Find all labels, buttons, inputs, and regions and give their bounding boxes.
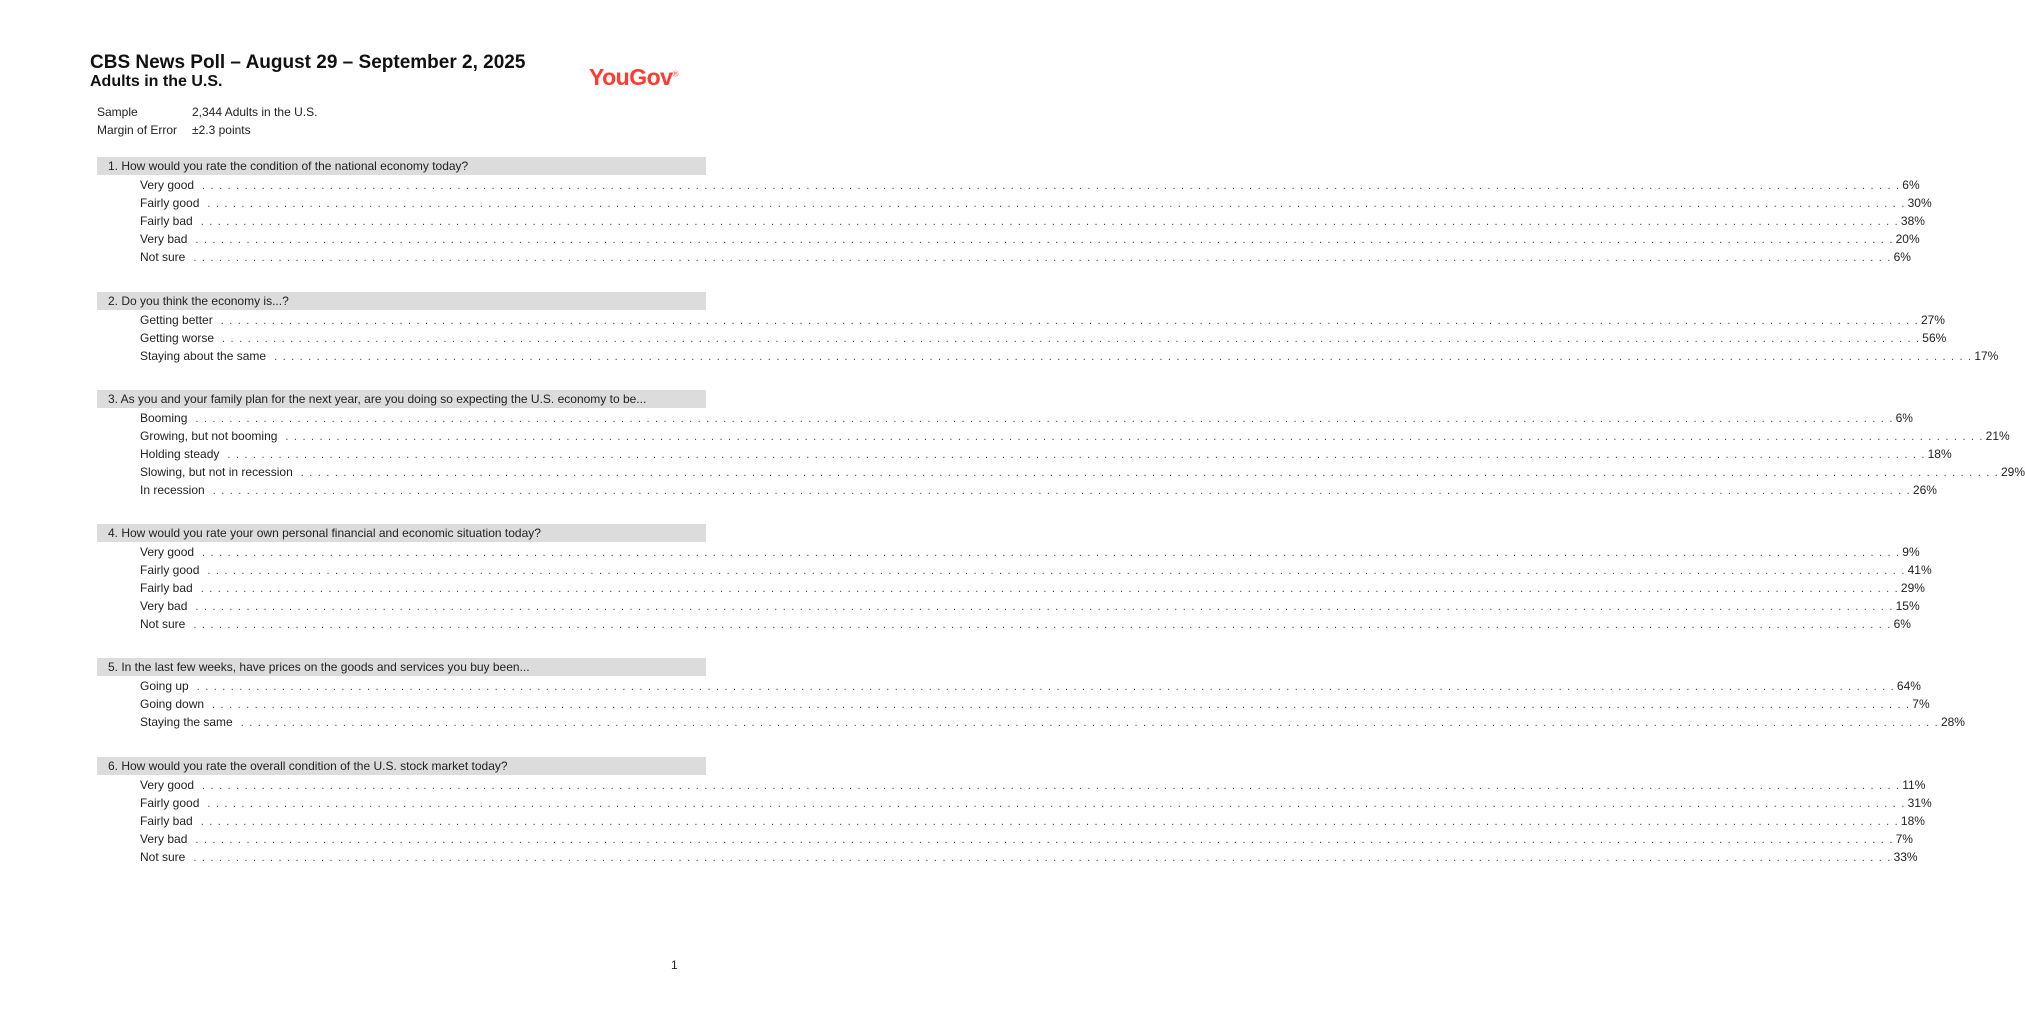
answer-label: Very bad: [140, 832, 188, 846]
answer-row: [140, 794, 1932, 812]
answer-label: Slowing, but not in recession: [140, 465, 293, 479]
answer-label: Going up: [140, 679, 189, 693]
question-header: 6. How would you rate the overall condition of the U.S. stock market today?: [97, 757, 706, 775]
answer-row: [140, 812, 1925, 830]
answer-value: 17%: [1974, 349, 1999, 363]
dot-leader: . . . . . . . . . . . . . . . . . . . . . . . . . . . . . . . . . . . . . . . . . . . . . . . . . . . . . . . . . . . . . . . . . . . . . . . . . . . . . . . . . . . . . . . . . . . . . . . . . . . . . . . . . . . . . . . . . . . . . . . . . . . . . . . . . . . . . . . . . . . . . . . . . . . . . . . . . . . . . . . . . . . . . . . . . . . . . . . . . . . . . . . . . . . . . . . . . . . . . . . .: [196, 681, 1895, 693]
answer-value: 18%: [1927, 447, 1952, 461]
dot-leader: . . . . . . . . . . . . . . . . . . . . . . . . . . . . . . . . . . . . . . . . . . . . . . . . . . . . . . . . . . . . . . . . . . . . . . . . . . . . . . . . . . . . . . . . . . . . . . . . . . . . . . . . . . . . . . . . . . . . . . . . . . . . . . . . . . . . . . . . . . . . . . . . . . . . . . . . . . . . . . . . . . . . . . . . . . . . . . . . . . . . . . . . . . . . . . . . . . . . . . . .: [193, 852, 1892, 864]
dot-leader: . . . . . . . . . . . . . . . . . . . . . . . . . . . . . . . . . . . . . . . . . . . . . . . . . . . . . . . . . . . . . . . . . . . . . . . . . . . . . . . . . . . . . . . . . . . . . . . . . . . . . . . . . . . . . . . . . . . . . . . . . . . . . . . . . . . . . . . . . . . . . . . . . . . . . . . . . . . . . . . . . . . . . . . . . . . . . . . . . . . . . . . . . . . . . . . . . . . . . . . .: [200, 583, 1899, 595]
answer-label: Staying about the same: [140, 349, 267, 363]
sample-value: 2,344 Adults in the U.S.: [192, 105, 318, 119]
answer-row: [140, 615, 1911, 633]
answer-label: Not sure: [140, 850, 186, 864]
answer-row: [140, 409, 1913, 427]
answer-label: Very good: [140, 545, 195, 559]
answer-value: 6%: [1893, 617, 1911, 631]
dot-leader: . . . . . . . . . . . . . . . . . . . . . . . . . . . . . . . . . . . . . . . . . . . . . . . . . . . . . . . . . . . . . . . . . . . . . . . . . . . . . . . . . . . . . . . . . . . . . . . . . . . . . . . . . . . . . . . . . . . . . . . . . . . . . . . . . . . . . . . . . . . . . . . . . . . . . . . . . . . . . . . . . . . . . . . . . . . . . . . . . . . . . . . . . . . . . . . . . . . . . . . .: [202, 180, 1901, 192]
dot-leader: . . . . . . . . . . . . . . . . . . . . . . . . . . . . . . . . . . . . . . . . . . . . . . . . . . . . . . . . . . . . . . . . . . . . . . . . . . . . . . . . . . . . . . . . . . . . . . . . . . . . . . . . . . . . . . . . . . . . . . . . . . . . . . . . . . . . . . . . . . . . . . . . . . . . . . . . . . . . . . . . . . . . . . . . . . . . . . . . . . . . . . . . . . . . . . . . . . . . . . . .: [274, 351, 1973, 363]
answer-row: [140, 561, 1932, 579]
dot-leader: . . . . . . . . . . . . . . . . . . . . . . . . . . . . . . . . . . . . . . . . . . . . . . . . . . . . . . . . . . . . . . . . . . . . . . . . . . . . . . . . . . . . . . . . . . . . . . . . . . . . . . . . . . . . . . . . . . . . . . . . . . . . . . . . . . . . . . . . . . . . . . . . . . . . . . . . . . . . . . . . . . . . . . . . . . . . . . . . . . . . . . . . . . . . . . . . . . . . . . . .: [220, 315, 1919, 327]
answer-value: 64%: [1896, 679, 1921, 693]
dot-leader: . . . . . . . . . . . . . . . . . . . . . . . . . . . . . . . . . . . . . . . . . . . . . . . . . . . . . . . . . . . . . . . . . . . . . . . . . . . . . . . . . . . . . . . . . . . . . . . . . . . . . . . . . . . . . . . . . . . . . . . . . . . . . . . . . . . . . . . . . . . . . . . . . . . . . . . . . . . . . . . . . . . . . . . . . . . . . . . . . . . . . . . . . . . . . . . . . . . . . . . .: [195, 413, 1894, 425]
answer-label: Holding steady: [140, 447, 220, 461]
answer-label: Booming: [140, 411, 188, 425]
answer-row: [140, 677, 1921, 695]
answer-row: [140, 194, 1932, 212]
answer-label: Growing, but not booming: [140, 429, 278, 443]
answer-row: [140, 230, 1920, 248]
answer-row: [140, 427, 2010, 445]
answer-row: [140, 579, 1925, 597]
dot-leader: . . . . . . . . . . . . . . . . . . . . . . . . . . . . . . . . . . . . . . . . . . . . . . . . . . . . . . . . . . . . . . . . . . . . . . . . . . . . . . . . . . . . . . . . . . . . . . . . . . . . . . . . . . . . . . . . . . . . . . . . . . . . . . . . . . . . . . . . . . . . . . . . . . . . . . . . . . . . . . . . . . . . . . . . . . . . . . . . . . . . . . . . . . . . . . . . . . . . . . . .: [193, 252, 1892, 264]
page-subtitle: Adults in the U.S.: [90, 73, 223, 90]
question-header: 3. As you and your family plan for the next year, are you doing so expecting the U.S. economy to be...: [97, 390, 706, 408]
dot-leader: . . . . . . . . . . . . . . . . . . . . . . . . . . . . . . . . . . . . . . . . . . . . . . . . . . . . . . . . . . . . . . . . . . . . . . . . . . . . . . . . . . . . . . . . . . . . . . . . . . . . . . . . . . . . . . . . . . . . . . . . . . . . . . . . . . . . . . . . . . . . . . . . . . . . . . . . . . . . . . . . . . . . . . . . . . . . . . . . . . . . . . . . . . . . . . . . . . . . . . . .: [212, 485, 1911, 497]
answer-row: [140, 713, 1965, 731]
dot-leader: . . . . . . . . . . . . . . . . . . . . . . . . . . . . . . . . . . . . . . . . . . . . . . . . . . . . . . . . . . . . . . . . . . . . . . . . . . . . . . . . . . . . . . . . . . . . . . . . . . . . . . . . . . . . . . . . . . . . . . . . . . . . . . . . . . . . . . . . . . . . . . . . . . . . . . . . . . . . . . . . . . . . . . . . . . . . . . . . . . . . . . . . . . . . . . . . . . . . . . . .: [207, 798, 1906, 810]
sample-row: [97, 105, 317, 119]
answer-label: Fairly good: [140, 196, 200, 210]
answer-row: [140, 463, 2025, 481]
answer-row: [140, 848, 1918, 866]
answer-row: [140, 176, 1920, 194]
dot-leader: . . . . . . . . . . . . . . . . . . . . . . . . . . . . . . . . . . . . . . . . . . . . . . . . . . . . . . . . . . . . . . . . . . . . . . . . . . . . . . . . . . . . . . . . . . . . . . . . . . . . . . . . . . . . . . . . . . . . . . . . . . . . . . . . . . . . . . . . . . . . . . . . . . . . . . . . . . . . . . . . . . . . . . . . . . . . . . . . . . . . . . . . . . . . . . . . . . . . . . . .: [207, 198, 1906, 210]
answer-label: Staying the same: [140, 715, 233, 729]
dot-leader: . . . . . . . . . . . . . . . . . . . . . . . . . . . . . . . . . . . . . . . . . . . . . . . . . . . . . . . . . . . . . . . . . . . . . . . . . . . . . . . . . . . . . . . . . . . . . . . . . . . . . . . . . . . . . . . . . . . . . . . . . . . . . . . . . . . . . . . . . . . . . . . . . . . . . . . . . . . . . . . . . . . . . . . . . . . . . . . . . . . . . . . . . . . . . . . . . . . . . . . .: [202, 547, 1901, 559]
answer-value: 33%: [1893, 850, 1918, 864]
answer-value: 11%: [1902, 778, 1926, 792]
answer-value: 29%: [2000, 465, 2025, 479]
answer-value: 41%: [1907, 563, 1932, 577]
moe-value: ±2.3 points: [192, 123, 251, 137]
answer-value: 7%: [1912, 697, 1930, 711]
page-title: CBS News Poll – August 29 – September 2, 2025: [90, 52, 526, 73]
answer-value: 28%: [1940, 715, 1965, 729]
answer-value: 56%: [1922, 331, 1947, 345]
yougov-logo: [589, 64, 678, 91]
answer-label: Fairly bad: [140, 814, 193, 828]
answer-row: [140, 329, 1947, 347]
answer-row: [140, 776, 1926, 794]
dot-leader: . . . . . . . . . . . . . . . . . . . . . . . . . . . . . . . . . . . . . . . . . . . . . . . . . . . . . . . . . . . . . . . . . . . . . . . . . . . . . . . . . . . . . . . . . . . . . . . . . . . . . . . . . . . . . . . . . . . . . . . . . . . . . . . . . . . . . . . . . . . . . . . . . . . . . . . . . . . . . . . . . . . . . . . . . . . . . . . . . . . . . . . . . . . . . . . . . . . . . . . .: [195, 834, 1894, 846]
answer-row: [140, 347, 1999, 365]
answer-label: Very good: [140, 778, 195, 792]
answer-label: Not sure: [140, 250, 186, 264]
question-header: 5. In the last few weeks, have prices on the goods and services you buy been...: [97, 658, 706, 676]
dot-leader: . . . . . . . . . . . . . . . . . . . . . . . . . . . . . . . . . . . . . . . . . . . . . . . . . . . . . . . . . . . . . . . . . . . . . . . . . . . . . . . . . . . . . . . . . . . . . . . . . . . . . . . . . . . . . . . . . . . . . . . . . . . . . . . . . . . . . . . . . . . . . . . . . . . . . . . . . . . . . . . . . . . . . . . . . . . . . . . . . . . . . . . . . . . . . . . . . . . . . . . .: [202, 780, 1901, 792]
dot-leader: . . . . . . . . . . . . . . . . . . . . . . . . . . . . . . . . . . . . . . . . . . . . . . . . . . . . . . . . . . . . . . . . . . . . . . . . . . . . . . . . . . . . . . . . . . . . . . . . . . . . . . . . . . . . . . . . . . . . . . . . . . . . . . . . . . . . . . . . . . . . . . . . . . . . . . . . . . . . . . . . . . . . . . . . . . . . . . . . . . . . . . . . . . . . . . . . . . . . . . . .: [300, 467, 1999, 479]
answer-label: Fairly bad: [140, 214, 193, 228]
answer-row: [140, 597, 1920, 615]
answer-label: Getting worse: [140, 331, 215, 345]
question-header: 4. How would you rate your own personal financial and economic situation today?: [97, 524, 706, 542]
answer-value: 18%: [1900, 814, 1925, 828]
answer-value: 26%: [1912, 483, 1937, 497]
answer-label: Fairly good: [140, 563, 200, 577]
question-header: 1. How would you rate the condition of the national economy today?: [97, 157, 706, 175]
answer-value: 27%: [1920, 313, 1945, 327]
answer-value: 6%: [1893, 250, 1911, 264]
moe-label: Margin of Error: [97, 123, 178, 137]
dot-leader: . . . . . . . . . . . . . . . . . . . . . . . . . . . . . . . . . . . . . . . . . . . . . . . . . . . . . . . . . . . . . . . . . . . . . . . . . . . . . . . . . . . . . . . . . . . . . . . . . . . . . . . . . . . . . . . . . . . . . . . . . . . . . . . . . . . . . . . . . . . . . . . . . . . . . . . . . . . . . . . . . . . . . . . . . . . . . . . . . . . . . . . . . . . . . . . . . . . . . . . .: [212, 699, 1911, 711]
dot-leader: . . . . . . . . . . . . . . . . . . . . . . . . . . . . . . . . . . . . . . . . . . . . . . . . . . . . . . . . . . . . . . . . . . . . . . . . . . . . . . . . . . . . . . . . . . . . . . . . . . . . . . . . . . . . . . . . . . . . . . . . . . . . . . . . . . . . . . . . . . . . . . . . . . . . . . . . . . . . . . . . . . . . . . . . . . . . . . . . . . . . . . . . . . . . . . . . . . . . . . . .: [193, 619, 1892, 631]
answer-label: Very bad: [140, 232, 188, 246]
answer-value: 7%: [1895, 832, 1913, 846]
answer-label: In recession: [140, 483, 205, 497]
answer-label: Very good: [140, 178, 195, 192]
answer-value: 31%: [1907, 796, 1932, 810]
page-number: 1: [671, 958, 678, 972]
margin-of-error-row: [97, 123, 251, 137]
dot-leader: . . . . . . . . . . . . . . . . . . . . . . . . . . . . . . . . . . . . . . . . . . . . . . . . . . . . . . . . . . . . . . . . . . . . . . . . . . . . . . . . . . . . . . . . . . . . . . . . . . . . . . . . . . . . . . . . . . . . . . . . . . . . . . . . . . . . . . . . . . . . . . . . . . . . . . . . . . . . . . . . . . . . . . . . . . . . . . . . . . . . . . . . . . . . . . . . . . . . . . . .: [200, 216, 1899, 228]
answer-row: [140, 481, 1937, 499]
answer-label: Very bad: [140, 599, 188, 613]
question-header: 2. Do you think the economy is...?: [97, 292, 706, 310]
answer-row: [140, 830, 1913, 848]
dot-leader: . . . . . . . . . . . . . . . . . . . . . . . . . . . . . . . . . . . . . . . . . . . . . . . . . . . . . . . . . . . . . . . . . . . . . . . . . . . . . . . . . . . . . . . . . . . . . . . . . . . . . . . . . . . . . . . . . . . . . . . . . . . . . . . . . . . . . . . . . . . . . . . . . . . . . . . . . . . . . . . . . . . . . . . . . . . . . . . . . . . . . . . . . . . . . . . . . . . . . . . .: [227, 449, 1926, 461]
dot-leader: . . . . . . . . . . . . . . . . . . . . . . . . . . . . . . . . . . . . . . . . . . . . . . . . . . . . . . . . . . . . . . . . . . . . . . . . . . . . . . . . . . . . . . . . . . . . . . . . . . . . . . . . . . . . . . . . . . . . . . . . . . . . . . . . . . . . . . . . . . . . . . . . . . . . . . . . . . . . . . . . . . . . . . . . . . . . . . . . . . . . . . . . . . . . . . . . . . . . . . . .: [222, 333, 1921, 345]
answer-value: 38%: [1900, 214, 1925, 228]
answer-value: 29%: [1900, 581, 1925, 595]
answer-label: Not sure: [140, 617, 186, 631]
answer-value: 21%: [1985, 429, 2010, 443]
answer-row: [140, 695, 1930, 713]
answer-row: [140, 311, 1945, 329]
dot-leader: . . . . . . . . . . . . . . . . . . . . . . . . . . . . . . . . . . . . . . . . . . . . . . . . . . . . . . . . . . . . . . . . . . . . . . . . . . . . . . . . . . . . . . . . . . . . . . . . . . . . . . . . . . . . . . . . . . . . . . . . . . . . . . . . . . . . . . . . . . . . . . . . . . . . . . . . . . . . . . . . . . . . . . . . . . . . . . . . . . . . . . . . . . . . . . . . . . . . . . . .: [240, 717, 1939, 729]
answer-label: Fairly bad: [140, 581, 193, 595]
answer-row: [140, 212, 1925, 230]
answer-row: [140, 543, 1920, 561]
dot-leader: . . . . . . . . . . . . . . . . . . . . . . . . . . . . . . . . . . . . . . . . . . . . . . . . . . . . . . . . . . . . . . . . . . . . . . . . . . . . . . . . . . . . . . . . . . . . . . . . . . . . . . . . . . . . . . . . . . . . . . . . . . . . . . . . . . . . . . . . . . . . . . . . . . . . . . . . . . . . . . . . . . . . . . . . . . . . . . . . . . . . . . . . . . . . . . . . . . . . . . . .: [195, 601, 1894, 613]
dot-leader: . . . . . . . . . . . . . . . . . . . . . . . . . . . . . . . . . . . . . . . . . . . . . . . . . . . . . . . . . . . . . . . . . . . . . . . . . . . . . . . . . . . . . . . . . . . . . . . . . . . . . . . . . . . . . . . . . . . . . . . . . . . . . . . . . . . . . . . . . . . . . . . . . . . . . . . . . . . . . . . . . . . . . . . . . . . . . . . . . . . . . . . . . . . . . . . . . . . . . . . .: [195, 234, 1894, 246]
logo-registered-mark: ®: [672, 69, 678, 79]
dot-leader: . . . . . . . . . . . . . . . . . . . . . . . . . . . . . . . . . . . . . . . . . . . . . . . . . . . . . . . . . . . . . . . . . . . . . . . . . . . . . . . . . . . . . . . . . . . . . . . . . . . . . . . . . . . . . . . . . . . . . . . . . . . . . . . . . . . . . . . . . . . . . . . . . . . . . . . . . . . . . . . . . . . . . . . . . . . . . . . . . . . . . . . . . . . . . . . . . . . . . . . .: [200, 816, 1899, 828]
answer-value: 9%: [1902, 545, 1920, 559]
answer-label: Going down: [140, 697, 205, 711]
answer-value: 30%: [1907, 196, 1932, 210]
sample-label: Sample: [97, 105, 138, 119]
dot-leader: . . . . . . . . . . . . . . . . . . . . . . . . . . . . . . . . . . . . . . . . . . . . . . . . . . . . . . . . . . . . . . . . . . . . . . . . . . . . . . . . . . . . . . . . . . . . . . . . . . . . . . . . . . . . . . . . . . . . . . . . . . . . . . . . . . . . . . . . . . . . . . . . . . . . . . . . . . . . . . . . . . . . . . . . . . . . . . . . . . . . . . . . . . . . . . . . . . . . . . . .: [207, 565, 1906, 577]
answer-value: 20%: [1895, 232, 1920, 246]
logo-text: YouGov: [589, 64, 673, 90]
answer-label: Fairly good: [140, 796, 200, 810]
answer-label: Getting better: [140, 313, 213, 327]
answer-value: 15%: [1895, 599, 1920, 613]
answer-row: [140, 248, 1911, 266]
answer-value: 6%: [1895, 411, 1913, 425]
answer-row: [140, 445, 1952, 463]
dot-leader: . . . . . . . . . . . . . . . . . . . . . . . . . . . . . . . . . . . . . . . . . . . . . . . . . . . . . . . . . . . . . . . . . . . . . . . . . . . . . . . . . . . . . . . . . . . . . . . . . . . . . . . . . . . . . . . . . . . . . . . . . . . . . . . . . . . . . . . . . . . . . . . . . . . . . . . . . . . . . . . . . . . . . . . . . . . . . . . . . . . . . . . . . . . . . . . . . . . . . . . .: [285, 431, 1984, 443]
answer-value: 6%: [1902, 178, 1920, 192]
